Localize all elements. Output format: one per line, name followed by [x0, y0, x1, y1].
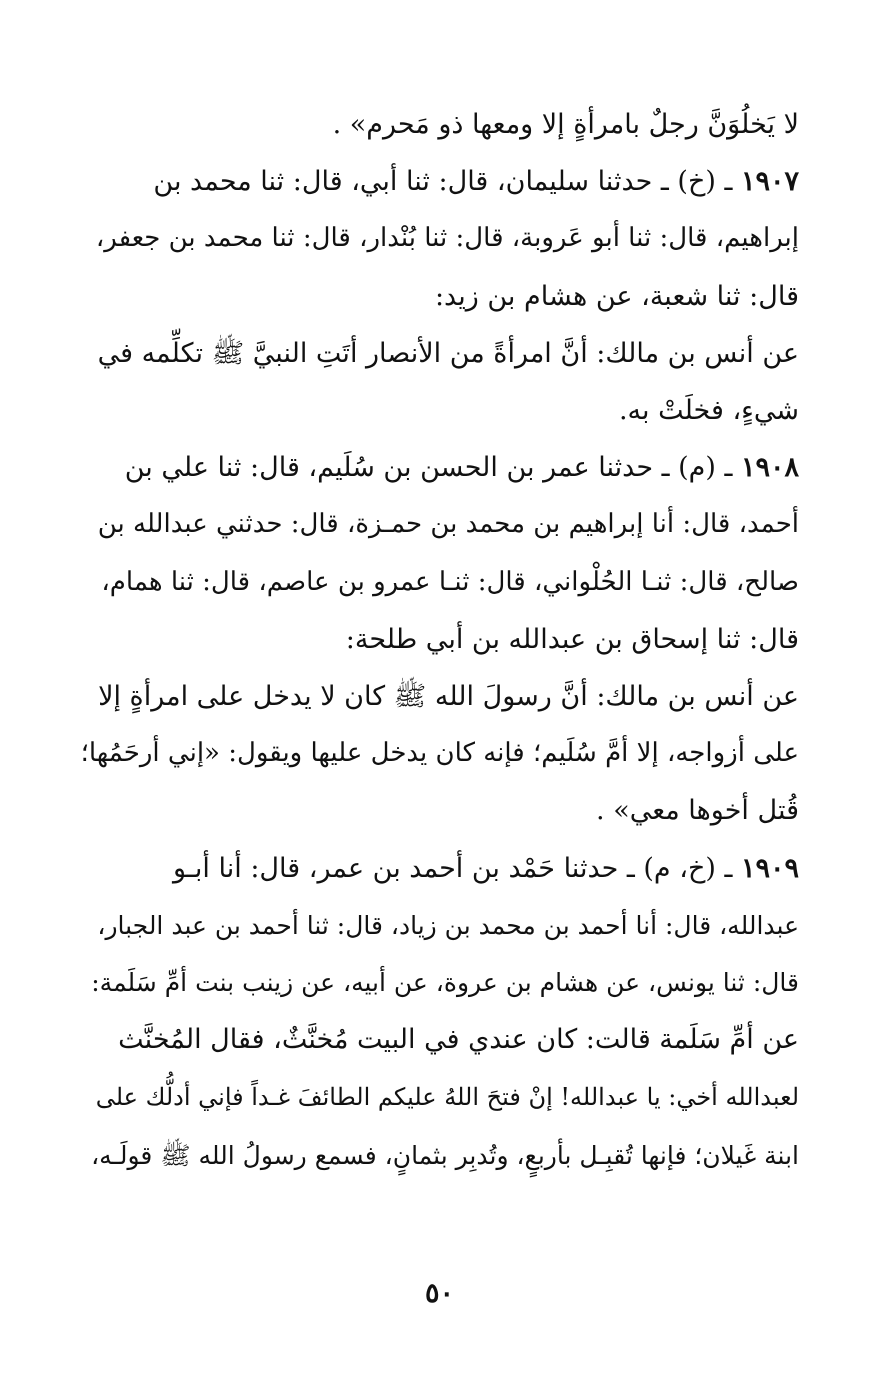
line-text: شيءٍ، فخلَتْ به.: [618, 395, 799, 427]
text-line: [78, 840, 799, 897]
text-line: [78, 382, 799, 439]
line-text: عن أنس بن مالك: أنَّ امرأةً من الأنصار أتَتِ النبيَّ ﷺ تكلِّمه في: [97, 337, 799, 369]
text-body: [78, 96, 799, 1184]
text-line: [78, 439, 799, 496]
line-text: عن أمِّ سَلَمة قالت: كان عندي في البيت مُخنَّثٌ، فقال المُخنَّث: [118, 1024, 799, 1056]
hadith-number: ١٩٠٧: [740, 166, 799, 198]
text-line: [78, 96, 799, 153]
line-text: عبدالله، قال: أنا أحمد بن محمد بن زياد، قال: ثنا أحمد بن عبد الجبار،: [97, 910, 799, 940]
text-line: [78, 725, 799, 782]
page-number: ٥٠: [424, 1278, 454, 1309]
line-text: أحمد، قال: أنا إبراهيم بن محمد بن حمـزة، قال: حدثني عبدالله بن: [97, 509, 799, 540]
text-line: [78, 668, 799, 725]
text-line: [78, 325, 799, 382]
text-line: [78, 210, 799, 267]
hadith-number: ١٩٠٨: [740, 452, 799, 484]
line-text: صالح، قال: ثنـا الحُلْواني، قال: ثنـا عمرو بن عاصم، قال: ثنا همام،: [101, 566, 799, 597]
text-line: [78, 1011, 799, 1068]
text-line: [78, 1127, 799, 1184]
line-text: قال: ثنا يونس، عن هشام بن عروة، عن أبيه، عن زينب بنت أمِّ سَلَمة:: [91, 968, 799, 998]
line-text: على أزواجه، إلا أمَّ سُلَيم؛ فإنه كان يدخل عليها ويقول: «إني أرحَمُها؛: [80, 738, 799, 769]
line-text: قال: ثنا شعبة، عن هشام بن زيد:: [434, 280, 799, 312]
text-line: [78, 496, 799, 553]
line-text: عن أنس بن مالك: أنَّ رسولَ الله ﷺ كان لا يدخل على امرأةٍ إلا: [98, 681, 799, 713]
text-line: [78, 782, 799, 839]
line-text: ـ (خ، م) ـ حدثنا حَمْد بن أحمد بن عمر، قال: أنا أبـو: [173, 852, 741, 884]
line-text: قال: ثنا إسحاق بن عبدالله بن أبي طلحة:: [345, 623, 799, 655]
text-line: [78, 954, 799, 1011]
text-line: [78, 554, 799, 611]
line-text: لا يَخلُوَنَّ رجلٌ بامرأةٍ إلا ومعها ذو مَحرم» .: [332, 109, 799, 140]
line-text: ـ (خ) ـ حدثنا سليمان، قال: ثنا أبي، قال: ثنا محمد بن: [153, 166, 741, 198]
text-line: [78, 897, 799, 954]
line-text: ـ (م) ـ حدثنا عمر بن الحسن بن سُلَيم، قال: ثنا علي بن: [124, 452, 741, 484]
text-line: [78, 153, 799, 210]
line-text: لعبدالله أخي: يا عبدالله! إنْ فتحَ اللهُ عليكم الطائفَ غـداً فإني أدلُّك على: [95, 1083, 799, 1112]
hadith-number: ١٩٠٩: [740, 852, 799, 884]
text-line: [78, 611, 799, 668]
line-text: إبراهيم، قال: ثنا أبو عَروبة، قال: ثنا بُنْدار، قال: ثنا محمد بن جعفر،: [95, 223, 799, 254]
line-text: ابنة غَيلان؛ فإنها تُقبِـل بأربعٍ، وتُدبِر بثمانٍ، فسمع رسولُ الله ﷺ قولَـه،: [91, 1140, 799, 1170]
line-text: قُتل أخوها معي» .: [596, 795, 799, 827]
text-line: [78, 1068, 799, 1126]
text-line: [78, 268, 799, 325]
